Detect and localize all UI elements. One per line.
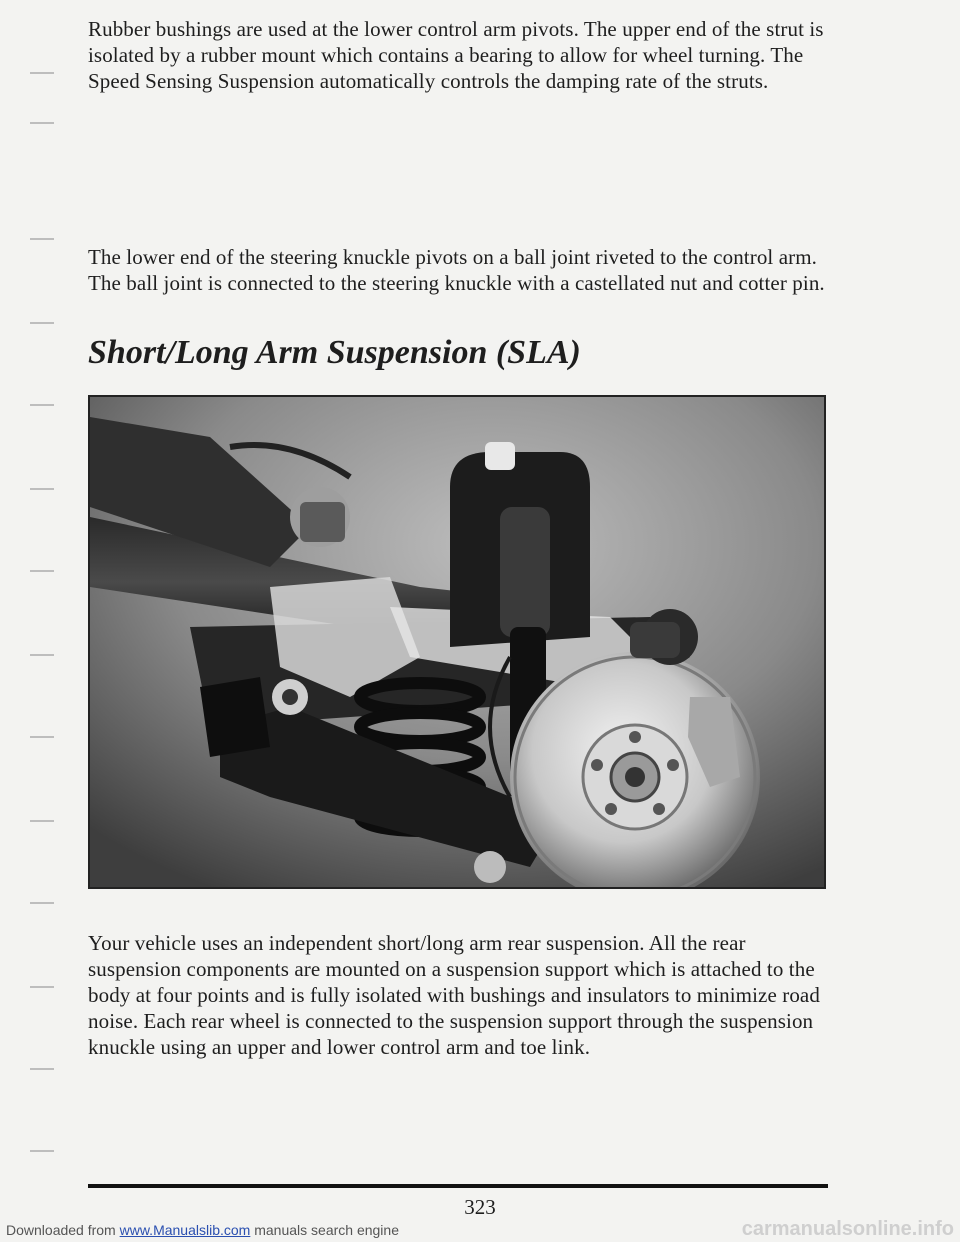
margin-mark [30,654,54,656]
margin-mark [30,322,54,324]
manualslib-link[interactable]: www.Manualslib.com [119,1222,251,1238]
margin-mark [30,488,54,490]
section-heading: Short/Long Arm Suspension (SLA) [88,334,581,371]
margin-mark [30,736,54,738]
margin-mark [30,986,54,988]
download-footer [6,1222,399,1238]
margin-mark [30,570,54,572]
paragraph-sla-description: Your vehicle uses an independent short/long arm rear suspension. All the rear suspension components are mounted on a suspension support which is attached to the body at four points and is fully isolated with bushings and insulators to minimize road noise. Each rear wheel is connected to the suspension support through the suspension knuckle using an upper and lower control arm and toe link. [88,931,820,1059]
margin-mark [30,122,54,124]
paragraph-ball-joint: The lower end of the steering knuckle pivots on a ball joint riveted to the control arm. The ball joint is connected to the steering knuckle with a castellated nut and cotter pin. [88,245,825,295]
suspension-photo [88,395,826,889]
margin-mark [30,1150,54,1152]
margin-mark [30,72,54,74]
margin-mark [30,820,54,822]
paragraph-rubber-bushings: Rubber bushings are used at the lower control arm pivots. The upper end of the strut is isolated by a rubber mount which contains a bearing to allow for wheel turning. The Speed Sensing Suspension automatically controls the damping rate of the struts. [88,17,824,93]
margin-mark [30,404,54,406]
margin-mark [30,1068,54,1070]
page-number: 323 [464,1195,496,1219]
watermark-text: carmanualsonline.info [741,1218,954,1240]
footer-prefix: Downloaded from [6,1222,116,1238]
footer-rule [88,1184,828,1188]
margin-mark [30,902,54,904]
footer-suffix: manuals search engine [254,1222,399,1238]
margin-mark [30,238,54,240]
